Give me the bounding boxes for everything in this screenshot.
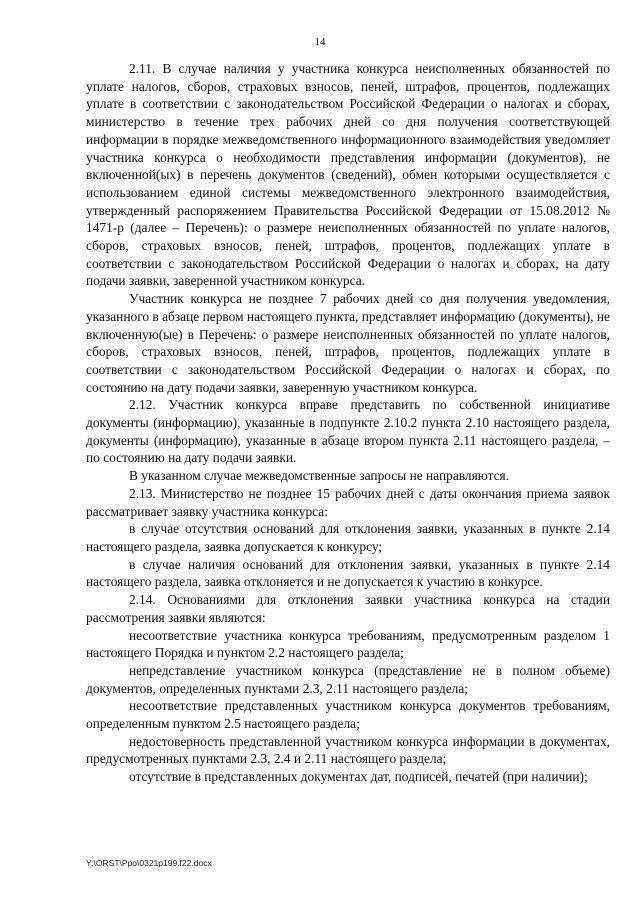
paragraph: Участник конкурса не позднее 7 рабочих дней со дня получения уведомления, указанного в абзаце первом настоящего пункта, представляет информацию (документы), не включенную(ые) в Перечень: о размере неисполненных обязанностей по уплате налогов, сборов, страховых взносов, пеней, штрафов, процентов, подлежащих уплате в соответствии с законодательством Российской Федерации о налогах и сборах, по состоянию на дату подачи заявки, заверенную участником конкурса.: [86, 291, 610, 395]
paragraph: отсутствие в представленных документах дат, подписей, печатей (при наличии);: [129, 769, 588, 785]
paragraph: несоответствие представленных участником конкурса документов требованиям, определенным пунктом 2.5 настоящего раздела;: [86, 698, 610, 732]
paragraph: 2.13. Министерство не позднее 15 рабочих дней с даты окончания приема заявок рассматривает заявку участника конкурса:: [86, 485, 610, 519]
paragraph: недостоверность представленной участником конкурса информации в документах, предусмотренных пунктами 2.3, 2.4 и 2.11 настоящего раздела;: [86, 733, 610, 767]
paragraph: 2.12. Участник конкурса вправе представить по собственной инициативе документы (информацию), указанные в подпункте 2.10.2 пункта 2.10 настоящего раздела, документы (информацию), указанные в абзаце втором пункта 2.11 настоящего раздела, – по состоянию на дату подачи заявки.: [86, 397, 610, 466]
paragraph: в случае отсутствия оснований для отклонения заявки, указанных в пункте 2.14 настоящего раздела, заявка допускается к конкурсу;: [86, 521, 610, 554]
paragraph: В указанном случае межведомственные запросы не направляются.: [129, 468, 510, 484]
paragraph: 2.14. Основаниями для отклонения заявки участника конкурса на стадии рассмотрения заявки являются:: [86, 592, 610, 625]
file-path-footer: Y:\ORST\Ppo\0321p199.f22.docx: [86, 858, 212, 868]
paragraph: несоответствие участника конкурса требованиям, предусмотренным разделом 1 настоящего Порядка и пунктом 2.2 настоящего раздела;: [86, 627, 610, 661]
document-body: [86, 60, 610, 786]
page-number: 14: [314, 36, 326, 48]
paragraph: в случае наличия оснований для отклонения заявки, указанных в пункте 2.14 настоящего раздела, заявка отклоняется и не допускается к участию в конкурсе.: [86, 556, 610, 590]
paragraph: 2.11. В случае наличия у участника конкурса неисполненных обязанностей по уплате налогов, сборов, страховых взносов, пеней, штрафов, процентов, подлежащих уплате в соответствии с законодательством Российской Федерации о налогах и сборах, министерство в течение трех рабочих дней со дня получения соответствующей информации в порядке межведомственного информационного взаимодействия уведомляет участника конкурса о необходимости представления информации (документов), не включенной(ых) в перечень документов (сведений), обмен которыми осуществляется с использованием единой системы межведомственного электронного взаимодействия, утвержденный распоряжением Правительства Российской Федерации от 15.08.2012 № 1471-р (далее – Перечень): о размере неисполненных обязанностей по уплате налогов, сборов, страховых взносов, пеней, штрафов, процентов, подлежащих уплате в соответствии с законодательством Российской Федерации о налогах и сборах, на дату подачи заявки, заверенной участником конкурса.: [86, 61, 610, 289]
paragraph: непредставление участником конкурса (представление не в полном объеме) документов, определенных пунктами 2.3, 2.11 настоящего раздела;: [86, 662, 610, 696]
